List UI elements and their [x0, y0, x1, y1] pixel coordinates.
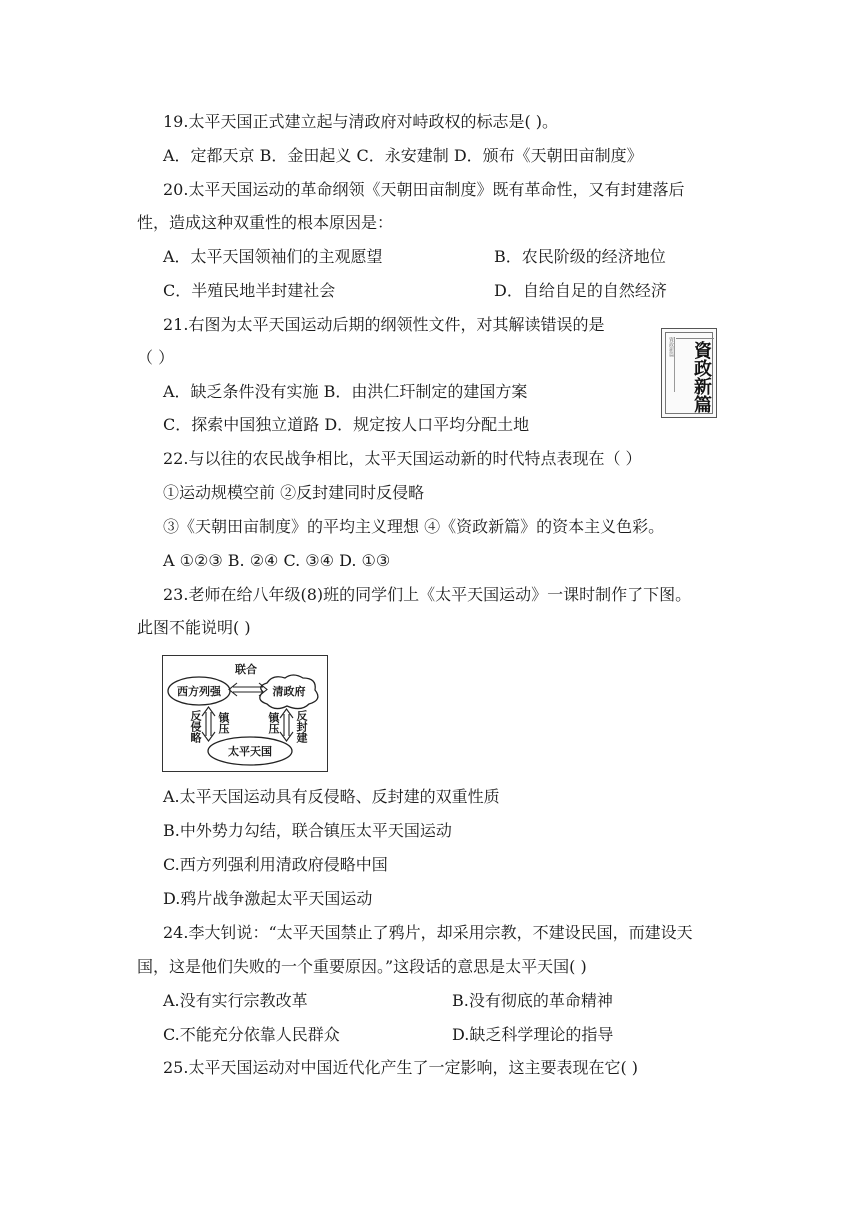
q20-stem-line1: 20.太平天国运动的革命纲领《天朝田亩制度》既有革命性，又有封建落后	[163, 180, 685, 199]
label-union: 联合	[235, 663, 257, 676]
q23-option-a: A.太平天国运动具有反侵略、反封建的双重性质	[163, 787, 500, 806]
q21-stem-line2: （ ）	[137, 348, 175, 367]
q21-options-cd: C．探索中国独立道路 D．规定按人口平均分配土地	[163, 415, 530, 434]
q24-option-b: B.没有彻底的革命精神	[452, 991, 613, 1010]
q23-option-b: B.中外势力勾结，联合镇压太平天国运动	[163, 821, 452, 840]
q25-stem: 25.太平天国运动对中国近代化产生了一定影响，这主要表现在它( )	[163, 1058, 639, 1077]
relationship-diagram	[162, 655, 328, 772]
zizheng-xinpian-cover-image	[661, 328, 717, 418]
q20-option-a: A．太平天国领袖们的主观愿望	[163, 247, 383, 266]
q23-stem-line1: 23.老师在给八年级(8)班的同学们上《太平天国运动》一课时制作了下图。	[163, 585, 692, 604]
node-taiping: 太平天国	[228, 745, 272, 758]
cover-side-text: 資政新篇	[666, 337, 675, 392]
label-suppress-right: 镇压	[267, 712, 280, 734]
right-vertical-arrow	[280, 709, 293, 741]
node-qing-government: 清政府	[272, 685, 306, 698]
label-suppress-left: 镇压	[217, 712, 230, 734]
q24-stem-line1: 24.李大钊说：“太平天国禁止了鸦片，却采用宗教，不建设民国，而建设天	[163, 923, 693, 942]
q19-options: A．定都天京 B．金田起义 C．永安建制 D．颁布《天朝田亩制度》	[163, 146, 643, 165]
q21-options-ab: A．缺乏条件没有实施 B．由洪仁玕制定的建国方案	[163, 382, 528, 401]
q23-option-c: C.西方列强利用清政府侵略中国	[163, 855, 388, 874]
q20-option-b: B．农民阶级的经济地位	[494, 247, 666, 266]
q24-stem-line2: 国，这是他们失败的一个重要原因。”这段话的意思是太平天国( )	[137, 957, 587, 976]
q20-stem-line2: 性，造成这种双重性的根本原因是：	[137, 213, 394, 232]
label-anti-invasion: 反侵略	[189, 710, 202, 743]
q23-stem-line2: 此图不能说明( )	[137, 618, 251, 637]
q21-stem-line1: 21.右图为太平天国运动后期的纲领性文件，对其解读错误的是	[163, 315, 605, 334]
q22-stem: 22.与以往的农民战争相比，太平天国运动新的时代特点表现在（ ）	[163, 449, 642, 468]
cover-title: 資政新篇	[691, 341, 712, 413]
q20-option-c: C．半殖民地半封建社会	[163, 281, 336, 300]
q22-options: A ①②③ B. ②④ C. ③④ D. ①③	[163, 551, 391, 570]
q24-option-d: D.缺乏科学理论的指导	[452, 1025, 614, 1044]
q24-option-a: A.没有实行宗教改革	[163, 991, 308, 1010]
cover-top-rule	[676, 333, 714, 339]
node-west-powers: 西方列强	[177, 685, 221, 698]
q19-stem: 19.太平天国正式建立起与清政府对峙政权的标志是( )。	[163, 112, 559, 131]
q22-items-line2: ③《天朝田亩制度》的平均主义理想 ④《资政新篇》的资本主义色彩。	[163, 517, 665, 536]
left-vertical-arrow	[202, 707, 215, 741]
q22-items-line1: ①运动规模空前 ②反封建同时反侵略	[163, 483, 425, 502]
label-anti-feudal: 反封建	[295, 710, 308, 743]
q24-option-c: C.不能充分依靠人民群众	[163, 1025, 340, 1044]
q23-option-d: D.鸦片战争激起太平天国运动	[163, 889, 373, 908]
q20-option-d: D．自给自足的自然经济	[494, 281, 667, 300]
